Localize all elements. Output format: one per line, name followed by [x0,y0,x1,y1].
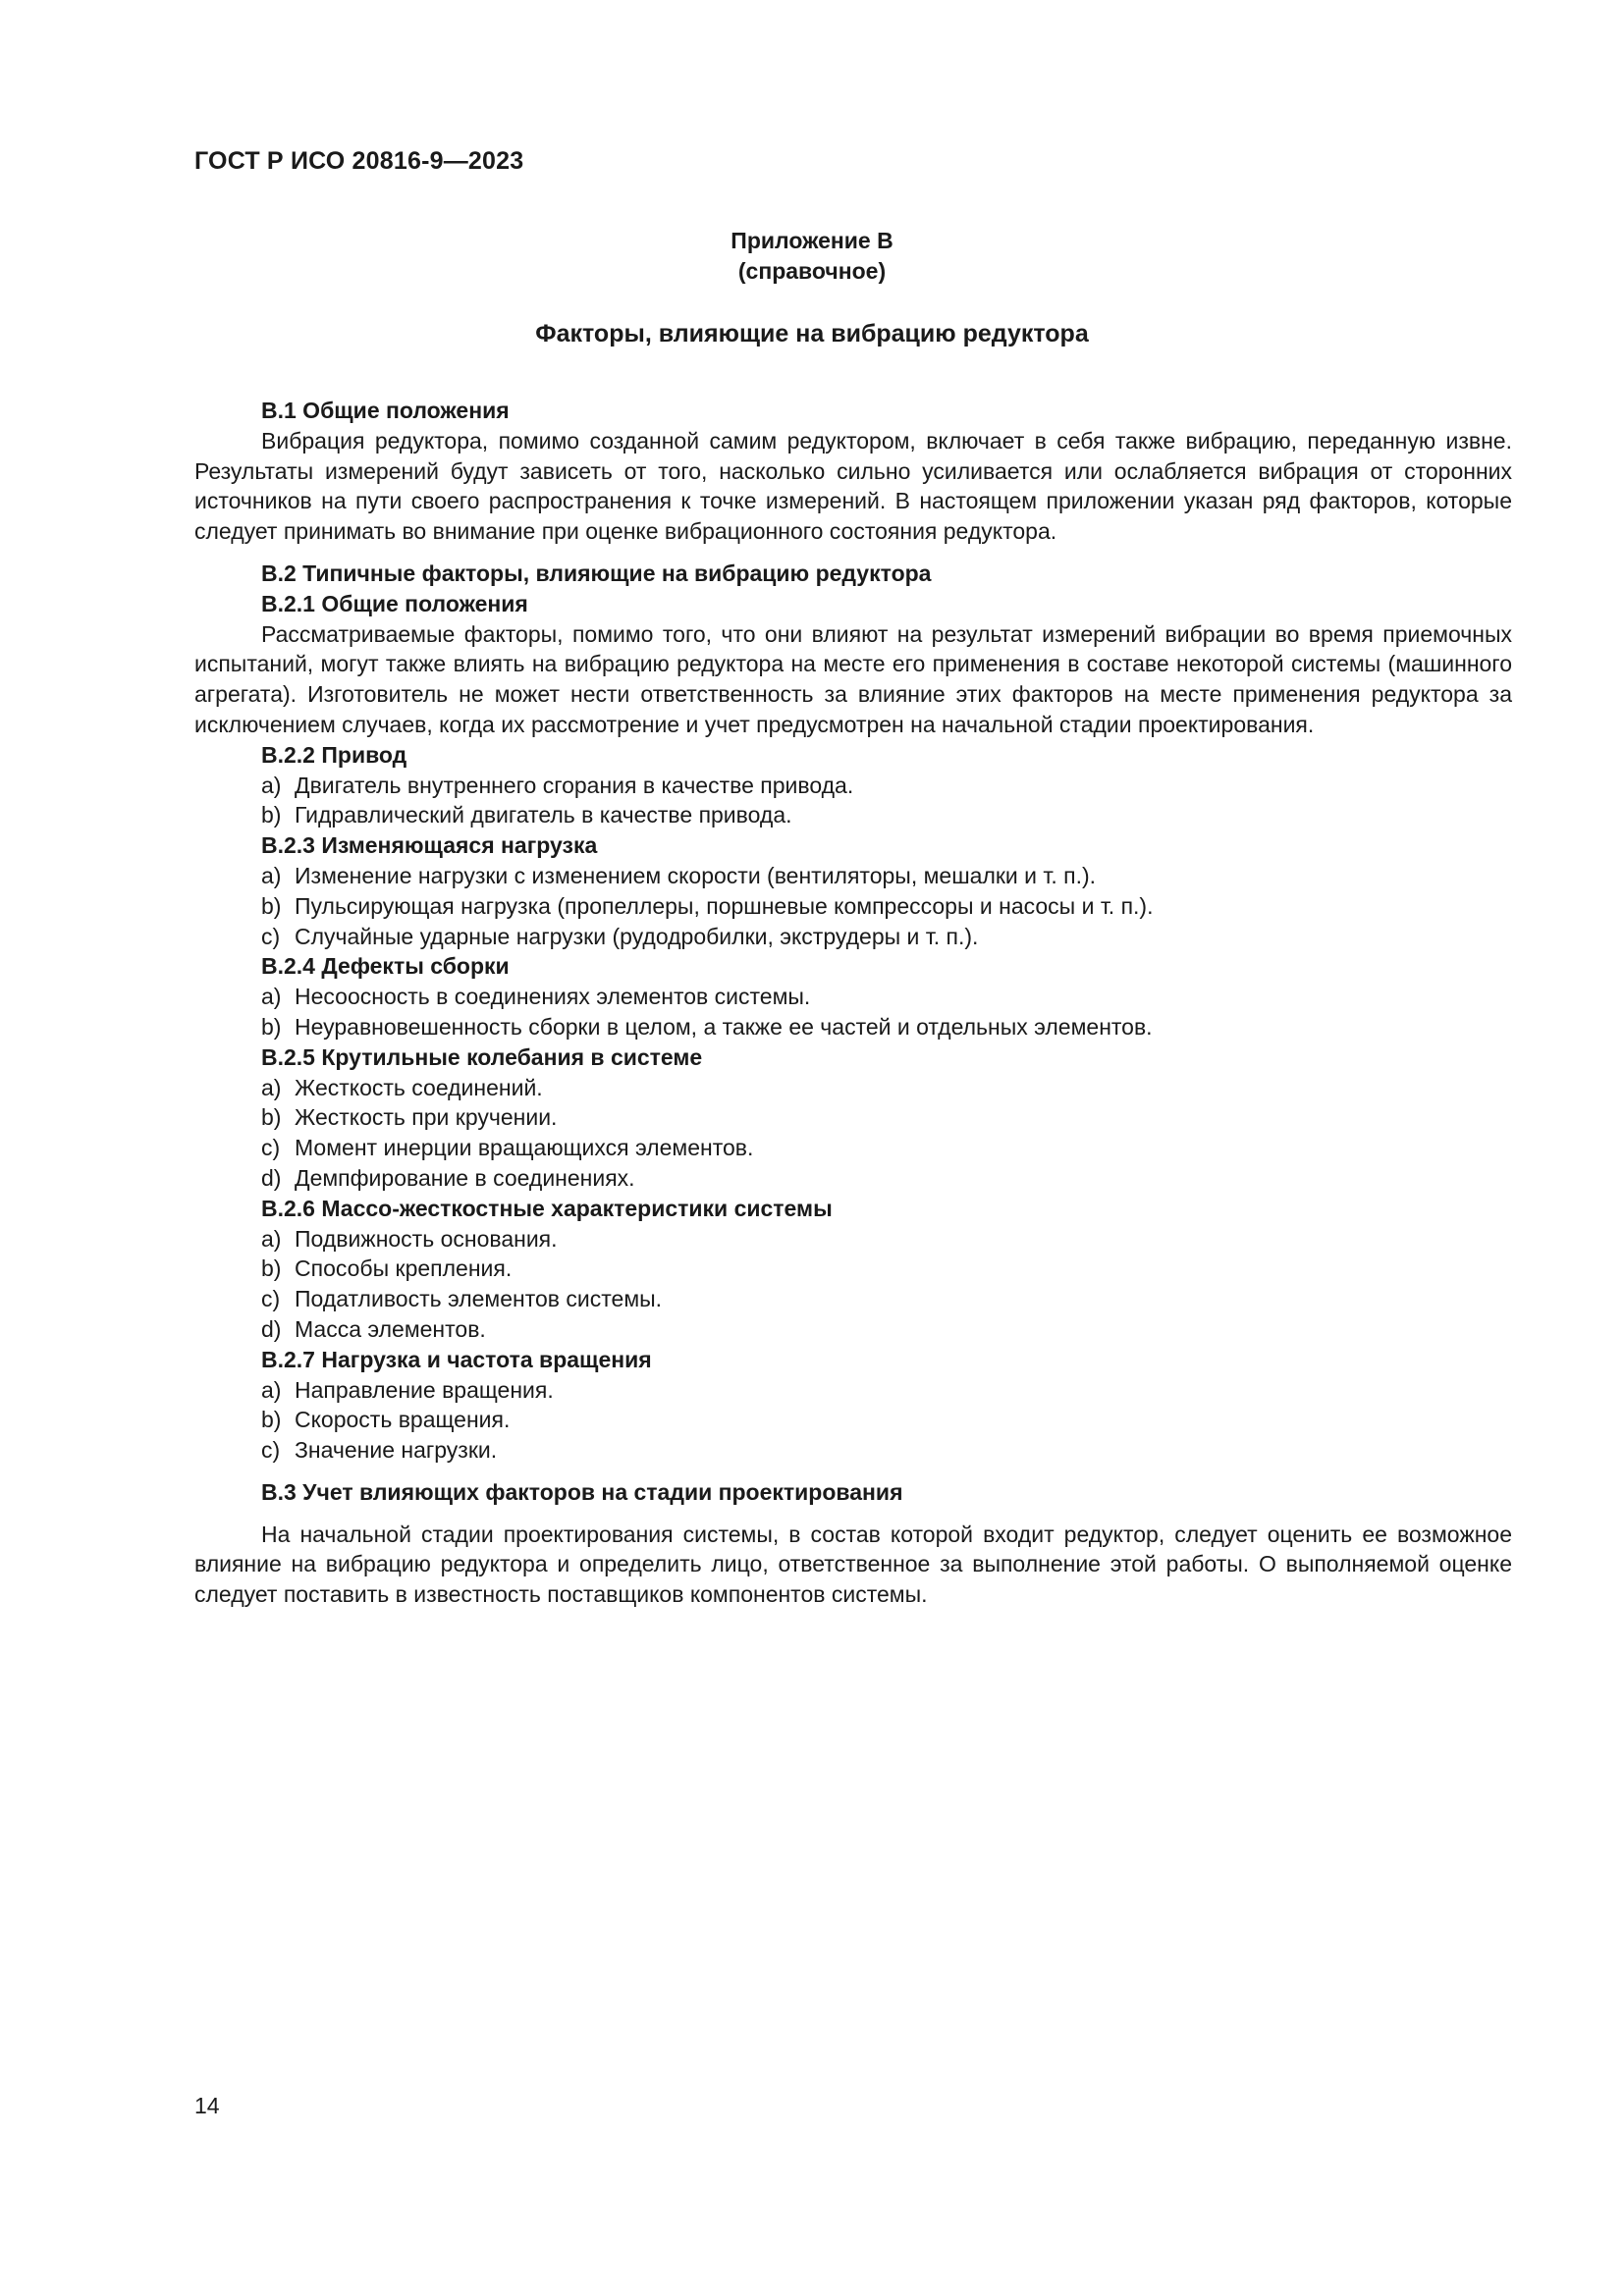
section-b22-heading: В.2.2 Привод [261,741,407,768]
list-item-marker: d) [261,1315,282,1342]
list-item-text: Пульсирующая нагрузка (пропеллеры, поршневые компрессоры и насосы и т. п.). [295,892,1154,919]
list-item [194,1012,1512,1042]
list-item-text: Неуравновешенность сборки в целом, а также ее частей и отдельных элементов. [295,1013,1153,1040]
list-item-text: Скорость вращения. [295,1407,511,1433]
list-item [194,1284,1512,1314]
annex-type: (справочное) [737,258,887,284]
list-item-text: Гидравлический двигатель в качестве привода. [295,802,792,828]
list-item-marker: a) [261,772,282,798]
list-item-marker: b) [261,1255,282,1282]
list-item-marker: c) [261,1286,281,1312]
page-number: 14 [194,2093,220,2118]
list-item-text: Двигатель внутреннего сгорания в качестве привода. [295,772,854,798]
section-b21-text: Рассматриваемые факторы, помимо того, что они влияют на результат измерений вибрации во время приемочных испытаний, могут также влиять на вибрацию редуктора на месте его применения в составе некоторой системы (машинного агрегата). Изготовитель не может нести ответственность за влияние этих факторов на месте применения редуктора за исключением случаев, когда их рассмотрение и учет предусмотрен на начальной стадии проектирования. [194,620,1512,737]
list-item-text: Жесткость при кручении. [295,1104,558,1131]
list-item [194,1375,1512,1406]
list-item-text: Жесткость соединений. [295,1074,543,1100]
list-item [194,771,1512,801]
section-b3-heading: В.3 Учет влияющих факторов на стадии проектирования [261,1478,903,1505]
list-item-marker: c) [261,1437,281,1464]
list-item-marker: b) [261,1013,282,1040]
list-item-marker: c) [261,923,281,949]
list-item-marker: a) [261,1074,282,1100]
list-item-text: Момент инерции вращающихся элементов. [295,1135,754,1161]
section-b27-heading: В.2.7 Нагрузка и частота вращения [261,1346,652,1372]
list-item-marker: b) [261,1104,282,1131]
list-item [194,891,1512,922]
section-b1-heading: В.1 Общие положения [261,398,510,423]
section-b26-heading: В.2.6 Массо-жесткостные характеристики системы [261,1195,833,1221]
list-item-text: Демпфирование в соединениях. [295,1164,635,1191]
list-item-marker: d) [261,1164,282,1191]
list-item [194,1435,1512,1466]
list-item-marker: c) [261,1135,281,1161]
list-item [194,982,1512,1012]
list-item-text: Изменение нагрузки с изменением скорости (вентиляторы, мешалки и т. п.). [295,862,1097,888]
list-item [194,922,1512,952]
section-b2-heading: В.2 Типичные факторы, влияющие на вибрацию редуктора [261,560,932,586]
list-item-text: Случайные ударные нагрузки (рудодробилки, экструдеры и т. п.). [295,923,979,949]
list-item-text: Значение нагрузки. [295,1437,498,1464]
list-item [194,1163,1512,1194]
list-item-text: Масса элементов. [295,1315,486,1342]
section-b21-heading: В.2.1 Общие положения [261,590,528,616]
list-item-marker: a) [261,1225,282,1252]
annex-label-block [0,226,1624,287]
document-body [194,396,1512,1610]
list-item-marker: a) [261,862,282,888]
section-b25-heading: В.2.5 Крутильные колебания в системе [261,1043,703,1070]
list-item-text: Несоосность в соединениях элементов системы. [295,984,811,1010]
list-item [194,1102,1512,1133]
document-code-header: ГОСТ Р ИСО 20816-9—2023 [194,147,524,175]
list-item-text: Способы крепления. [295,1255,513,1282]
list-item-text: Направление вращения. [295,1376,554,1403]
list-item-text: Податливость элементов системы. [295,1286,663,1312]
list-item [194,1073,1512,1103]
section-b3-text: На начальной стадии проектирования системы, в состав которой входит редуктор, следует оценить ее возможное влияние на вибрацию редуктора и определить лицо, ответственное за выполнение этой работы. О выполняемой оценке следует поставить в известность поставщиков компонентов системы. [194,1521,1512,1608]
list-item-marker: a) [261,1376,282,1403]
list-item-text: Подвижность основания. [295,1225,558,1252]
list-item [194,800,1512,830]
section-b24-heading: В.2.4 Дефекты сборки [261,953,510,980]
list-item-marker: b) [261,1407,282,1433]
section-b23-heading: В.2.3 Изменяющаяся нагрузка [261,832,598,859]
section-b1-text: Вибрация редуктора, помимо созданной самим редуктором, включает в себя также вибрацию, переданную извне. Результаты измерений будут зависеть от того, насколько сильно усиливается или ослабляется вибрация от сторонних источников на пути своего распространения к точке измерений. В настоящем приложении указан ряд факторов, которые следует принимать во внимание при оценке вибрационного состояния редуктора. [194,427,1512,545]
list-item-marker: b) [261,802,282,828]
list-item-marker: b) [261,892,282,919]
list-item [194,1133,1512,1163]
list-item-marker: a) [261,984,282,1010]
list-item [194,1314,1512,1345]
list-item [194,1224,1512,1255]
list-item [194,1405,1512,1435]
annex-title: Факторы, влияющие на вибрацию редуктора [535,320,1089,347]
list-item [194,861,1512,891]
list-item [194,1254,1512,1284]
annex-label: Приложение В [731,228,893,253]
